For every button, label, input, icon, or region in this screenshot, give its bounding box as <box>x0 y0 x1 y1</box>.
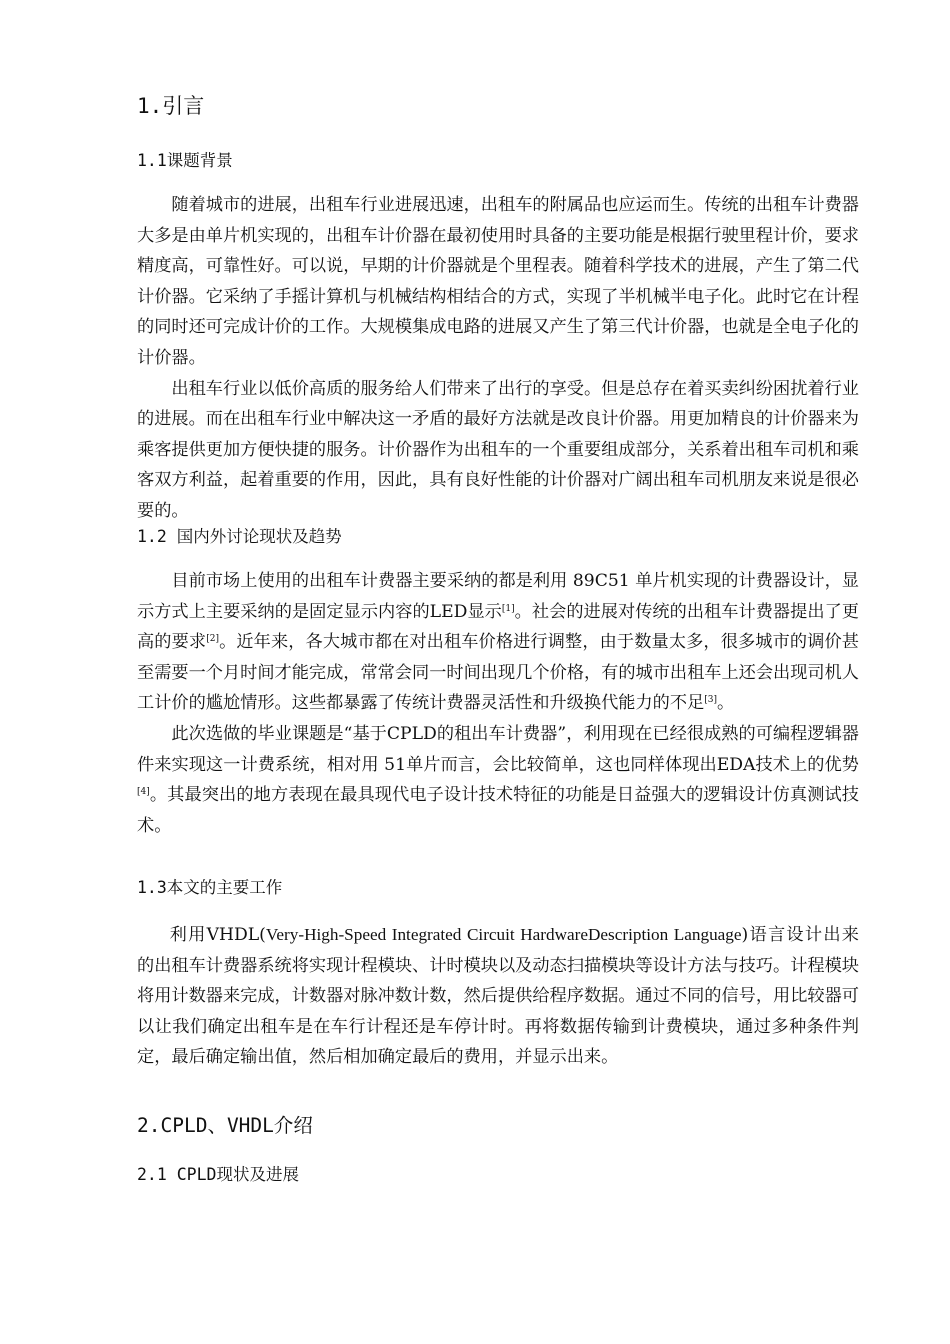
paragraph-text: 。其最突出的地方表现在最具现代电子设计技术特征的功能是日益强大的逻辑设计仿真测试技术。 <box>137 785 859 836</box>
section-1-heading: 1.引言 <box>137 94 205 118</box>
paragraph-text: 。社会的进展对传统的出租车计费器提出了更高的要求 <box>137 601 859 653</box>
paragraph-text: 。 <box>716 693 735 714</box>
paragraph: 出租车行业以低价高质的服务给人们带来了出行的享受。但是总存在着买卖纠纷困扰着行业的进展。而在出租车行业中解决这一矛盾的最好方法就是改良计价器。用更加精良的计价器来为乘客提供更加方便快捷的服务。计价器作为出租车的一个重要组成部分，关系着出租车司机和乘客双方利益，起着重要的作用，因此，具有良好性能的计价器对广阔出租车司机朋友来说是很必要的。 <box>137 378 859 521</box>
section-1-1-heading: 1.1课题背景 <box>137 151 233 170</box>
citation-ref: [1] <box>501 603 515 614</box>
section-1-2-heading: 1.2 国内外讨论现状及趋势 <box>137 527 342 546</box>
citation-ref: [3] <box>704 695 717 706</box>
section-1-3-body <box>137 920 859 1073</box>
section-2-1-heading: 2.1 CPLD现状及进展 <box>137 1165 299 1184</box>
section-2-heading: 2.CPLD、VHDL介绍 <box>137 1114 313 1137</box>
citation-ref: [4] <box>137 787 150 798</box>
paragraph <box>137 566 859 719</box>
paragraph-text: 目前市场上使用的出租车计费器主要采纳的都是利用 89C51 单片机实现的计费器设计，显示方式上主要采纳的是固定显示内容的LED显示 <box>137 571 859 622</box>
section-1-1-body <box>137 190 859 527</box>
paragraph: 随着城市的进展，出租车行业进展迅速，出租车的附属品也应运而生。传统的出租车计费器大多是由单片机实现的，出租车计价器在最初使用时具备的主要功能是根据行驶里程计价，要求精度高，可靠性好。可以说，早期的计价器就是个里程表。随着科学技术的进展，产生了第二代计价器。它采纳了手摇计算机与机械结构相结合的方式，实现了半机械半电子化。此时它在计程的同时还可完成计价的工作。大规模集成电路的进展又产生了第三代计价器，也就是全电子化的计价器。 <box>137 195 859 368</box>
paragraph <box>137 920 859 1073</box>
citation-ref: [2] <box>206 634 219 645</box>
paragraph-text: Very-High-Speed Integrated Circuit HardwareDescription Language <box>265 925 742 944</box>
paragraph-text: 。近年来，各大城市都在对出租车价格进行调整，由于数量太多，很多城市的调价甚至需要一个月时间才能完成，常常会同一时间出现几个价格，有的城市出租车上还会出现司机人工计价的尴尬情形。这些都暴露了传统计费器灵活性和升级换代能力的不足 <box>137 632 859 714</box>
section-1-2-body <box>137 566 859 841</box>
paragraph-text: 此次选做的毕业课题是“基于CPLD的租出车计费器”，利用现在已经很成熟的可编程逻辑器件来实现这一计费系统，相对用 51单片而言，会比较简单，这也同样体现出EDA技术上的优势 <box>137 723 859 775</box>
paragraph-text: 利用VHDL( <box>169 925 266 945</box>
paragraph <box>137 719 859 841</box>
section-1-3-heading: 1.3本文的主要工作 <box>137 878 283 897</box>
paragraph-text: )语言设计出来的出租车计费器系统将实现计程模块、计时模块以及动态扫描模块等设计方法与技巧。计程模块将用计数器来完成，计数器对脉冲数计数，然后提供给程序数据。通过不同的信号，用比较器可以让我们确定出租车是在车行计程还是车停计时。再将数据传输到计费模块，通过多种条件判定，最后确定输出值，然后相加确定最后的费用，并显示出来。 <box>137 925 859 1068</box>
